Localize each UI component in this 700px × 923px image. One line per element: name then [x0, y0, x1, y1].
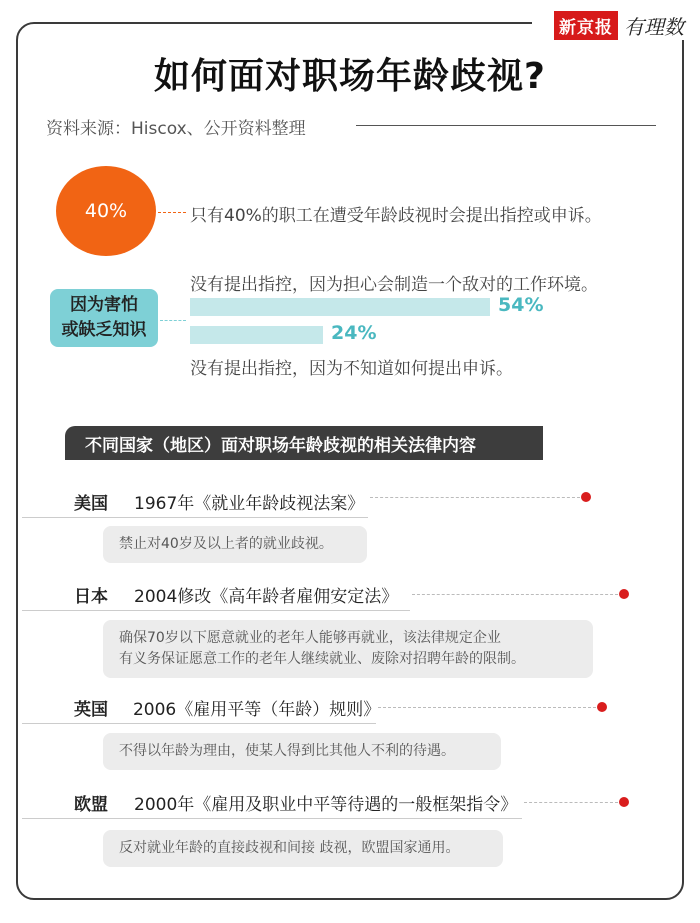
stat-circle	[56, 166, 156, 256]
law-dot	[597, 702, 607, 712]
law-name: 2006《雇用平等（年龄）规则》	[132, 699, 381, 720]
law-description	[103, 733, 501, 770]
bar-hostile	[190, 298, 490, 316]
source-note: 资料来源：Hiscox、公开资料整理	[46, 119, 306, 139]
bar-label-unknown: 没有提出指控，因为不知道如何提出申诉。	[190, 359, 513, 379]
section-banner	[65, 426, 543, 460]
page-title: 如何面对职场年龄歧视?	[154, 56, 546, 97]
law-dotted-line	[378, 707, 596, 708]
brand-logo: 新京报	[554, 11, 618, 40]
bar-label-hostile: 没有提出指控，因为担心会制造一个敌对的工作环境。	[190, 275, 598, 295]
bar-unknown	[190, 326, 323, 344]
fear-connector	[160, 320, 186, 321]
fear-label-line2: 或缺乏知识	[61, 320, 147, 340]
brand-subtitle: 有理数	[624, 14, 684, 39]
law-country: 日本	[74, 586, 108, 607]
law-dot	[619, 589, 629, 599]
law-heading-eu	[22, 786, 522, 819]
law-dotted-line	[370, 497, 580, 498]
law-description	[103, 830, 503, 867]
law-heading-japan	[22, 578, 410, 611]
law-heading-usa	[22, 485, 368, 518]
law-dot	[581, 492, 591, 502]
law-desc-line: 反对就业年龄的直接歧视和间接 歧视，欧盟国家通用。	[119, 840, 460, 856]
law-name: 2004修改《高年龄者雇佣安定法》	[134, 586, 399, 607]
law-desc-line: 禁止对40岁及以上者的就业歧视。	[119, 536, 333, 552]
bar-value-unknown: 24%	[331, 322, 377, 344]
source-divider	[356, 125, 656, 126]
fear-reason-box	[50, 289, 158, 347]
law-desc-line: 确保70岁以下愿意就业的老年人能够再就业，该法律规定企业	[119, 630, 501, 646]
brand-header	[532, 10, 684, 40]
stat-circle-value: 40%	[84, 200, 128, 222]
law-country: 英国	[74, 699, 108, 720]
bar-value-hostile: 54%	[498, 294, 544, 316]
law-name: 2000年《雇用及职业中平等待遇的一般框架指令》	[134, 794, 518, 815]
law-country: 美国	[74, 493, 108, 514]
stat-text: 只有40%的职工在遭受年龄歧视时会提出指控或申诉。	[190, 206, 602, 226]
law-dotted-line	[524, 802, 618, 803]
stat-connector	[158, 212, 186, 213]
fear-label-line1: 因为害怕	[70, 295, 138, 315]
law-desc-line: 有义务保证愿意工作的老年人继续就业、废除对招聘年龄的限制。	[119, 651, 525, 667]
law-desc-line: 不得以年龄为理由，使某人得到比其他人不利的待遇。	[119, 743, 455, 759]
law-heading-uk	[22, 691, 381, 724]
law-name: 1967年《就业年龄歧视法案》	[134, 493, 365, 514]
law-description	[103, 620, 593, 678]
section-title: 不同国家（地区）面对职场年龄歧视的相关法律内容	[85, 435, 476, 456]
law-country: 欧盟	[74, 794, 108, 815]
law-description	[103, 526, 367, 563]
law-dotted-line	[412, 594, 618, 595]
law-dot	[619, 797, 629, 807]
